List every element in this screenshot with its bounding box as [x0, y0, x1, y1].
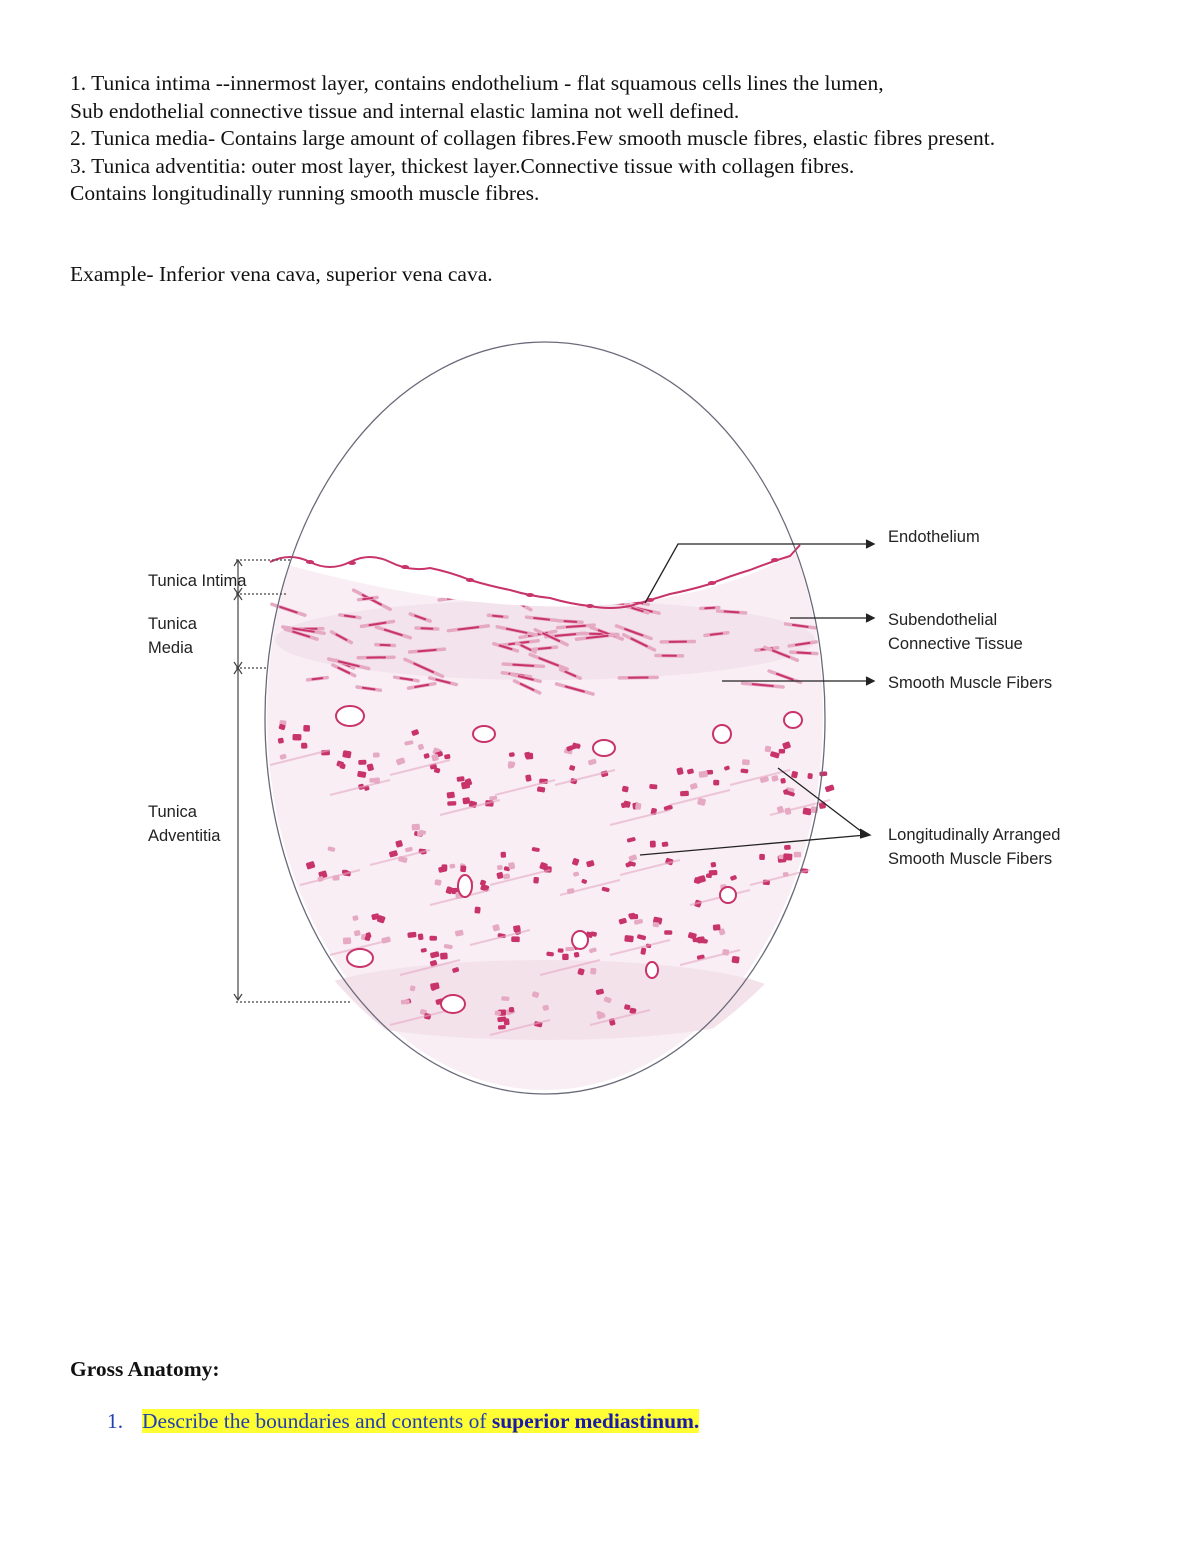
muscle-fiber [791, 652, 817, 653]
muscle-cell-cross-section [460, 865, 466, 872]
muscle-cell-cross-section [358, 760, 366, 765]
small-vessel [473, 726, 495, 742]
fiber-nucleus [510, 598, 524, 606]
muscle-fiber [567, 597, 594, 598]
label-tunica-media-2: Media [148, 639, 193, 657]
muscle-cell-cross-section [662, 841, 669, 847]
muscle-cell-cross-section [447, 792, 456, 799]
muscle-cell-cross-section [764, 746, 771, 753]
fiber-body [439, 595, 474, 600]
endothelial-nucleus [306, 560, 314, 564]
muscle-fiber [559, 621, 583, 623]
muscle-cell-cross-section [504, 1018, 510, 1025]
fiber-nucleus [711, 633, 722, 634]
example-line: Example- Inferior vena cava, superior vena cava. [70, 262, 493, 286]
muscle-fiber [533, 647, 557, 649]
muscle-cell-cross-section [742, 759, 750, 765]
fiber-nucleus [564, 621, 576, 622]
small-vessel [572, 931, 588, 949]
muscle-cell-cross-section [706, 873, 712, 878]
muscle-cell-cross-section [342, 750, 351, 758]
muscle-cell-cross-section [418, 933, 424, 940]
muscle-cell-cross-section [407, 932, 416, 938]
muscle-fiber [503, 664, 543, 666]
muscle-cell-cross-section [664, 930, 672, 934]
muscle-cell-cross-section [825, 784, 835, 792]
muscle-cell-cross-section [509, 752, 515, 757]
fiber-body [608, 602, 629, 604]
question-number: 1. [107, 1409, 124, 1433]
fiber-nucleus [363, 598, 372, 599]
endothelial-nucleus [771, 558, 779, 562]
question-highlight [142, 1409, 699, 1433]
fiber-nucleus [725, 611, 739, 612]
muscle-cell-cross-section [511, 936, 520, 942]
small-vessel [713, 725, 731, 743]
muscle-fiber [619, 677, 657, 678]
muscle-cell-cross-section [412, 824, 421, 831]
muscle-cell-cross-section [622, 786, 629, 793]
muscle-cell-cross-section [434, 879, 441, 886]
muscle-cell-cross-section [650, 841, 656, 848]
question-bold-term: superior mediastinum. [491, 1409, 700, 1433]
paragraph-line: Sub endothelial connective tissue and internal elastic lamina not well defined. [70, 98, 740, 123]
muscle-fiber [558, 625, 594, 627]
muscle-cell-cross-section [457, 776, 465, 782]
small-vessel [593, 740, 615, 756]
label-tunica-adventitia-1: Tunica [148, 803, 197, 821]
muscle-cell-cross-section [680, 791, 689, 797]
muscle-cell-cross-section [565, 947, 574, 951]
muscle-cell-cross-section [301, 743, 307, 749]
muscle-cell-cross-section [807, 773, 813, 779]
small-vessel [336, 706, 364, 726]
muscle-cell-cross-section [779, 749, 785, 754]
endothelial-nucleus [708, 581, 716, 585]
muscle-cell-cross-section [624, 935, 634, 942]
fiber-nucleus [567, 626, 585, 627]
muscle-cell-cross-section [784, 845, 791, 850]
label-subendothelial-1: Subendothelial [888, 611, 998, 629]
muscle-cell-cross-section [819, 771, 827, 776]
muscle-fiber [359, 598, 377, 600]
label-smooth-muscle: Smooth Muscle Fibers [888, 674, 1053, 692]
question-item [107, 1409, 699, 1434]
label-longitudinal-2: Smooth Muscle Fibers [888, 850, 1053, 868]
muscle-fiber [488, 615, 507, 617]
muscle-fiber [701, 607, 719, 608]
fiber-nucleus [573, 597, 586, 598]
endothelial-nucleus [586, 604, 594, 608]
fiber-nucleus [313, 678, 323, 679]
endothelial-nucleus [526, 593, 534, 597]
endothelial-nucleus [348, 561, 356, 565]
fiber-nucleus [539, 648, 551, 649]
muscle-cell-cross-section [501, 852, 507, 858]
small-vessel [458, 875, 472, 897]
muscle-cell-cross-section [447, 801, 456, 806]
fiber-nucleus [797, 653, 810, 654]
muscle-cell-cross-section [562, 954, 568, 960]
muscle-cell-cross-section [652, 922, 659, 928]
question-text: Describe the boundaries and contents of [142, 1409, 492, 1433]
paragraph-line: Contains longitudinally running smooth muscle fibres. [70, 181, 540, 205]
muscle-cell-cross-section [343, 937, 352, 944]
label-tunica-intima: Tunica Intima [148, 572, 247, 590]
label-longitudinal-1: Longitudinally Arranged [888, 826, 1061, 844]
muscle-cell-cross-section [533, 877, 539, 884]
endothelial-nucleus [466, 578, 474, 582]
muscle-cell-cross-section [278, 737, 284, 743]
muscle-cell-cross-section [462, 797, 470, 804]
muscle-fiber [376, 645, 394, 646]
muscle-cell-cross-section [710, 862, 716, 868]
muscle-cell-cross-section [713, 780, 719, 786]
fiber-nucleus [493, 616, 502, 617]
muscle-cell-cross-section [590, 968, 596, 975]
muscle-cell-cross-section [649, 784, 657, 790]
muscle-cell-cross-section [783, 853, 792, 860]
small-vessel [646, 962, 658, 978]
muscle-cell-cross-section [635, 803, 642, 810]
small-vessel [784, 712, 802, 728]
fiber-nucleus [613, 603, 623, 604]
muscle-cell-cross-section [292, 734, 301, 741]
muscle-fiber [439, 595, 474, 600]
fiber-nucleus [345, 616, 355, 617]
muscle-cell-cross-section [731, 956, 739, 964]
muscle-cell-cross-section [699, 771, 709, 778]
label-endothelium: Endothelium [888, 528, 980, 546]
muscle-cell-cross-section [417, 831, 422, 836]
muscle-fiber [416, 628, 438, 629]
small-vessel [720, 887, 736, 903]
muscle-cell-cross-section [474, 907, 480, 914]
muscle-cell-cross-section [369, 778, 375, 783]
muscle-cell-cross-section [303, 725, 310, 732]
muscle-cell-cross-section [509, 1007, 514, 1012]
tissue-section [267, 340, 835, 1090]
muscle-cell-cross-section [440, 953, 448, 960]
label-subendothelial-2: Connective Tissue [888, 635, 1023, 653]
paragraph-line: 2. Tunica media- Contains large amount of collagen fibres.Few smooth muscle fibres, elastic fibres present. [70, 126, 996, 150]
muscle-cell-cross-section [449, 864, 455, 869]
endothelial-nucleus [401, 565, 409, 569]
fiber-nucleus [513, 665, 533, 666]
fiber-nucleus [421, 628, 432, 629]
muscle-fiber [308, 678, 328, 680]
muscle-cell-cross-section [373, 752, 380, 757]
muscle-cell-cross-section [501, 996, 509, 1001]
fiber-body [567, 597, 594, 598]
muscle-cell-cross-section [558, 948, 564, 953]
muscle-cell-cross-section [508, 761, 516, 767]
muscle-fiber [718, 611, 746, 613]
muscle-cell-cross-section [713, 924, 721, 931]
muscle-cell-cross-section [442, 864, 448, 870]
gross-anatomy-heading: Gross Anatomy: [70, 1357, 220, 1381]
muscle-cell-cross-section [498, 1025, 506, 1030]
label-tunica-media-1: Tunica [148, 615, 197, 633]
small-vessel [441, 995, 465, 1013]
muscle-cell-cross-section [794, 852, 802, 858]
label-tunica-adventitia-2: Adventitia [148, 827, 221, 845]
fiber-nucleus [705, 608, 714, 609]
muscle-cell-cross-section [429, 936, 437, 941]
fiber-nucleus [448, 596, 466, 598]
muscle-fiber [608, 602, 629, 604]
muscle-cell-cross-section [508, 862, 515, 870]
muscle-cell-cross-section [759, 854, 765, 860]
paragraph-line: 3. Tunica adventitia: outer most layer, thickest layer.Connective tissue with collagen fibres. [70, 153, 855, 178]
small-vessel [347, 949, 373, 967]
paragraph-line: 1. Tunica intima --innermost layer, contains endothelium - flat squamous cells lines the lumen, [70, 71, 884, 95]
